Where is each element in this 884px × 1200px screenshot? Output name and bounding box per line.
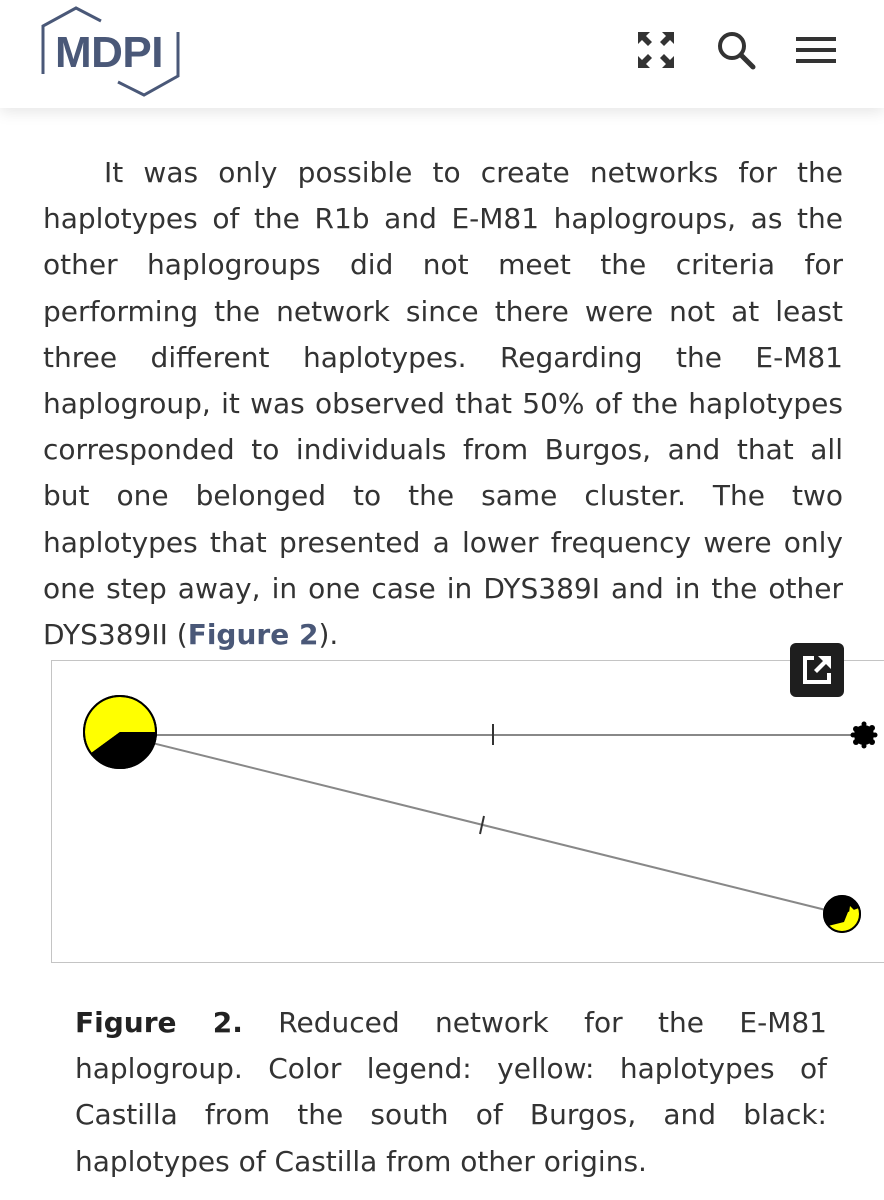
caption-label: Figure 2.: [75, 1006, 243, 1039]
node-bottom-right: [824, 896, 860, 932]
figure-caption: [75, 1000, 827, 1185]
figure-2-image[interactable]: [51, 660, 884, 963]
edge-main-to-bottom-right: [120, 735, 842, 914]
menu-button[interactable]: [792, 26, 840, 74]
search-icon: [712, 26, 760, 74]
article-paragraph: [43, 150, 843, 658]
fullscreen-button[interactable]: [632, 26, 680, 74]
caption-text: Reduced network for the E-M81 haplogroup. Color legend: yellow: haplotypes of Castilla from the south of Burgos, and black: haplotypes of Castilla from other origins.: [75, 1006, 827, 1178]
open-in-new-icon: [800, 653, 834, 687]
paragraph-text: It was only possible to create networks for the haplotypes of the R1b and E-M81 haplogroups, as the other haplogroups did not meet the criteria for performing the network since there were not at least three different haplotypes. Regarding the E-M81 haplogroup, it was observed that 50% of the haplotypes corresponded to individuals from Burgos, and that all but one belonged to the same cluster. The two haplotypes that presented a lower frequency were only one step away, in one case in DYS389I and in the other DYS389II (: [43, 156, 843, 652]
node-main: [84, 696, 156, 768]
logo-text: MDPI: [55, 28, 163, 77]
node-small-right: [851, 722, 878, 749]
mdpi-logo[interactable]: [38, 4, 188, 100]
haplotype-network-diagram: [52, 661, 884, 964]
paragraph-end: ).: [318, 618, 339, 652]
figure-2-link[interactable]: Figure 2: [187, 618, 319, 652]
open-figure-button[interactable]: [790, 643, 844, 697]
fullscreen-icon: [632, 26, 680, 74]
hamburger-menu-icon: [792, 26, 840, 74]
top-header: [0, 0, 884, 108]
search-button[interactable]: [712, 26, 760, 74]
